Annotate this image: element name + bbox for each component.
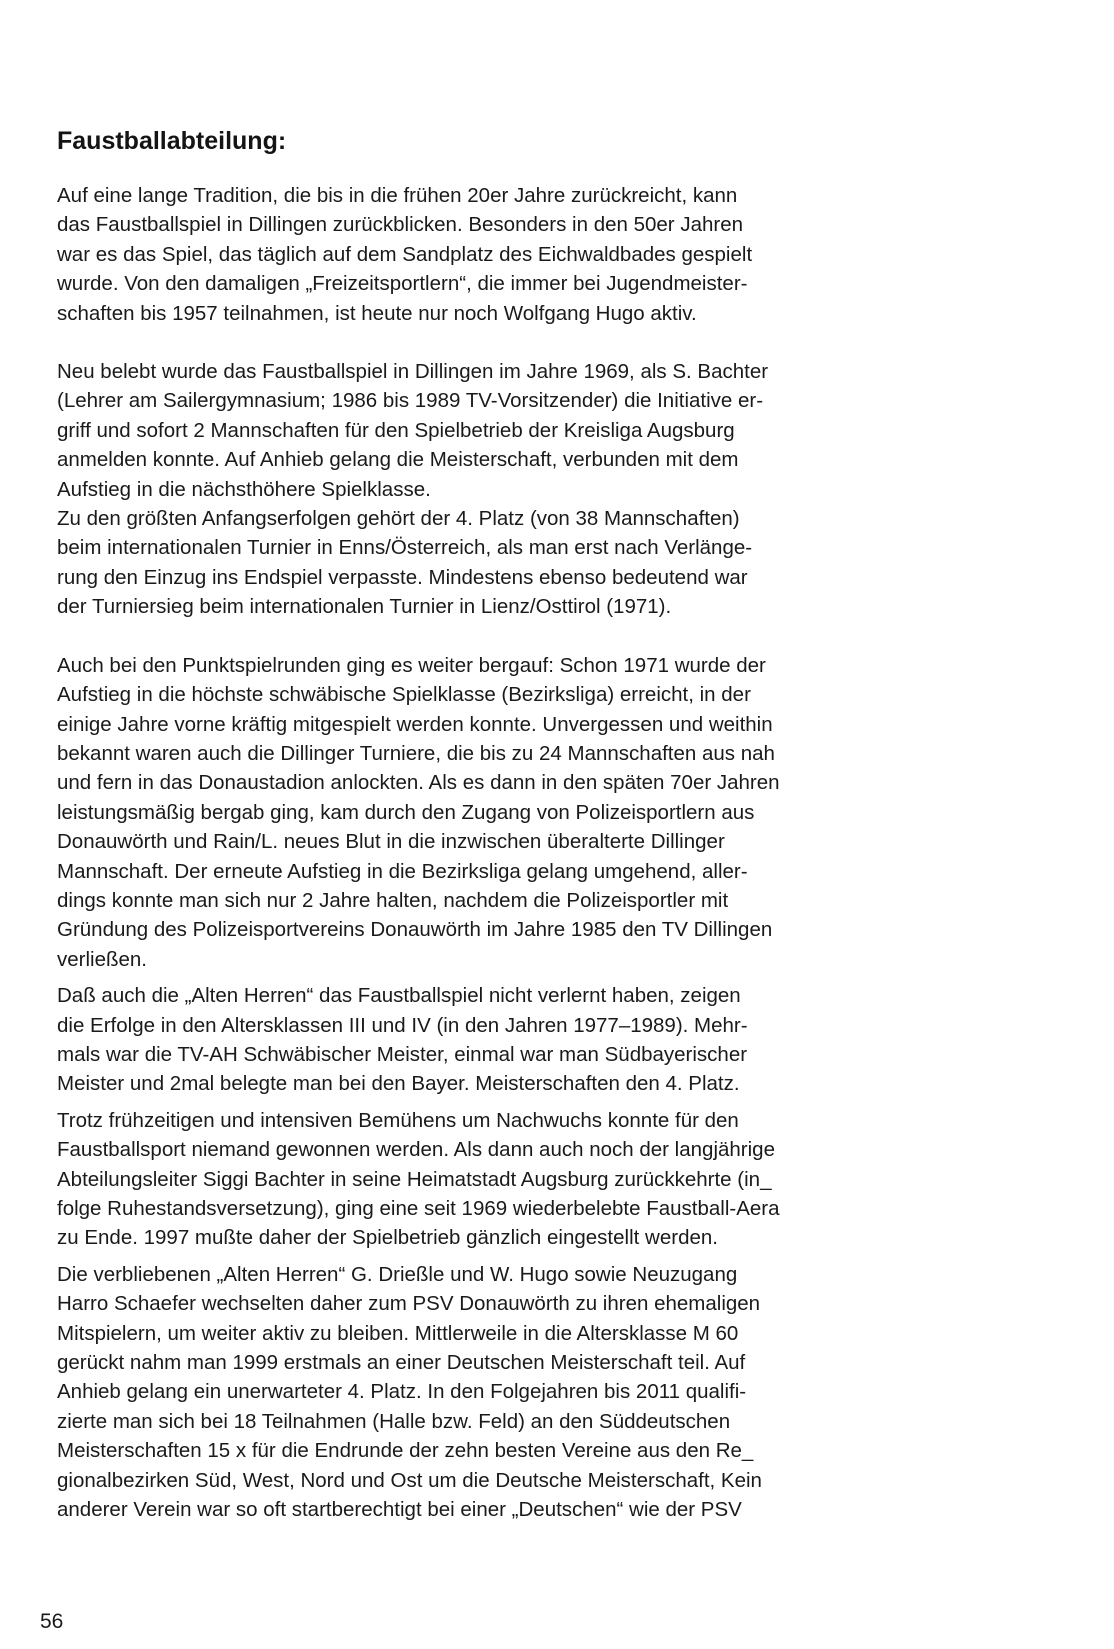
- text-line: war es das Spiel, das täglich auf dem Sandplatz des Eichwaldbades gespielt: [57, 242, 753, 266]
- text-line: Auf eine lange Tradition, die bis in die frühen 20er Jahre zurückreicht, kann: [57, 184, 738, 207]
- text-line: Auch bei den Punktspielrunden ging es weiter bergauf: Schon 1971 wurde der: [57, 653, 766, 677]
- text-line: griff und sofort 2 Mannschaften für den Spielbetrieb der Kreisliga Augsburg: [57, 418, 735, 442]
- paragraph-spacer: [57, 1099, 987, 1106]
- text-line: wurde. Von den damaligen „Freizeitsportlern“, die immer bei Jugendmeister-: [57, 272, 748, 296]
- text-line: (Lehrer am Sailergymnasium; 1986 bis 1989 TV-Vorsitzender) die Initiative er-: [57, 389, 764, 413]
- text-line: mals war die TV-AH Schwäbischer Meister, einmal war man Südbayerischer: [57, 1042, 748, 1066]
- text-line: anmelden konnte. Auf Anhieb gelang die Meisterschaft, verbunden mit dem: [57, 448, 739, 472]
- text-line: beim internationalen Turnier in Enns/Österreich, als man erst nach Verlänge-: [57, 536, 753, 560]
- text-line: anderer Verein war so oft startberechtigt bei einer „Deutschen“ wie der PSV: [57, 1498, 742, 1522]
- paragraph: [57, 357, 987, 622]
- text-line: leistungsmäßig bergab ging, kam durch den Zugang von Polizeisportlern aus: [57, 800, 755, 824]
- text-line: Abteilungsleiter Siggi Bachter in seine Heimatstadt Augsburg zurückkehrte (in_: [57, 1167, 772, 1191]
- paragraph: [57, 1260, 987, 1525]
- text-line: Gründung des Polizeisportvereins Donauwörth im Jahre 1985 den TV Dillingen: [57, 918, 773, 942]
- text-line: Die verbliebenen „Alten Herren“ G. Drießle und W. Hugo sowie Neuzugang: [57, 1262, 738, 1286]
- text-line: Trotz frühzeitigen und intensiven Bemühens um Nachwuchs konnte für den: [57, 1108, 739, 1132]
- text-line: verließen.: [57, 947, 148, 971]
- text-line: Faustballsport niemand gewonnen werden. Als dann auch noch der langjährige: [57, 1138, 775, 1162]
- text-line: Aufstieg in die nächsthöhere Spielklasse.: [57, 477, 431, 501]
- text-line: Meisterschaften 15 x für die Endrunde der zehn besten Vereine aus den Re_: [57, 1439, 754, 1463]
- paragraph: [57, 181, 987, 328]
- text-line: das Faustballspiel in Dillingen zurückblicken. Besonders in den 50er Jahren: [57, 213, 743, 237]
- text-line: gerückt nahm man 1999 erstmals an einer Deutschen Meisterschaft teil. Auf: [57, 1351, 746, 1375]
- text-line: bekannt waren auch die Dillinger Turniere, die bis zu 24 Mannschaften aus nah: [57, 741, 775, 765]
- text-line: Zu den größten Anfangserfolgen gehört der 4. Platz (von 38 Mannschaften): [57, 507, 740, 531]
- text-line: der Turniersieg beim internationalen Turnier in Lienz/Osttirol (1971).: [57, 595, 672, 619]
- paragraph-spacer: [57, 974, 987, 981]
- text-line: Mitspielern, um weiter aktiv zu bleiben. Mittlerweile in die Altersklasse M 60: [57, 1321, 739, 1345]
- text-line: dings konnte man sich nur 2 Jahre halten, nachdem die Polizeisportler mit: [57, 888, 729, 912]
- body-text: [57, 181, 987, 1524]
- text-line: Aufstieg in die höchste schwäbische Spielklasse (Bezirksliga) erreicht, in der: [57, 683, 751, 707]
- text-line: rung den Einzug ins Endspiel verpasste. Mindestens ebenso bedeutend war: [57, 565, 748, 589]
- text-line: Harro Schaefer wechselten daher zum PSV Donauwörth zu ihren ehemaligen: [57, 1292, 761, 1316]
- page-number: 56: [40, 1610, 64, 1633]
- paragraph: [57, 981, 987, 1099]
- text-line: Anhieb gelang ein unerwarteter 4. Platz. In den Folgejahren bis 2011 qualifi-: [57, 1380, 747, 1404]
- paragraph-spacer: [57, 1253, 987, 1260]
- text-line: Daß auch die „Alten Herren“ das Faustballspiel nicht verlernt haben, zeigen: [57, 984, 741, 1008]
- text-line: die Erfolge in den Altersklassen III und IV (in den Jahren 1977–1989). Mehr-: [57, 1013, 748, 1037]
- text-line: Mannschaft. Der erneute Aufstieg in die Bezirksliga gelang umgehend, aller-: [57, 859, 748, 883]
- paragraph: [57, 651, 987, 974]
- text-line: zu Ende. 1997 mußte daher der Spielbetrieb gänzlich eingestellt werden.: [57, 1226, 718, 1250]
- text-line: schaften bis 1957 teilnahmen, ist heute nur noch Wolfgang Hugo aktiv.: [57, 301, 697, 325]
- text-line: und fern in das Donaustadion anlockten. Als es dann in den späten 70er Jahren: [57, 771, 780, 795]
- section-heading: Faustballabteilung:: [57, 127, 287, 155]
- text-line: gionalbezirken Süd, West, Nord und Ost um die Deutsche Meisterschaft, Kein: [57, 1468, 762, 1492]
- text-line: einige Jahre vorne kräftig mitgespielt werden konnte. Unvergessen und weithin: [57, 712, 773, 736]
- paragraph-spacer: [57, 328, 987, 357]
- paragraph: [57, 1106, 987, 1253]
- text-line: zierte man sich bei 18 Teilnahmen (Halle bzw. Feld) an den Süddeutschen: [57, 1409, 731, 1433]
- text-line: Meister und 2mal belegte man bei den Bayer. Meisterschaften den 4. Platz.: [57, 1072, 740, 1096]
- paragraph-spacer: [57, 622, 987, 651]
- text-line: Neu belebt wurde das Faustballspiel in Dillingen im Jahre 1969, als S. Bachter: [57, 360, 769, 384]
- text-line: Donauwörth und Rain/L. neues Blut in die inzwischen überalterte Dillinger: [57, 830, 725, 854]
- text-line: folge Ruhestandsversetzung), ging eine seit 1969 wiederbelebte Faustball-Aera: [57, 1197, 780, 1220]
